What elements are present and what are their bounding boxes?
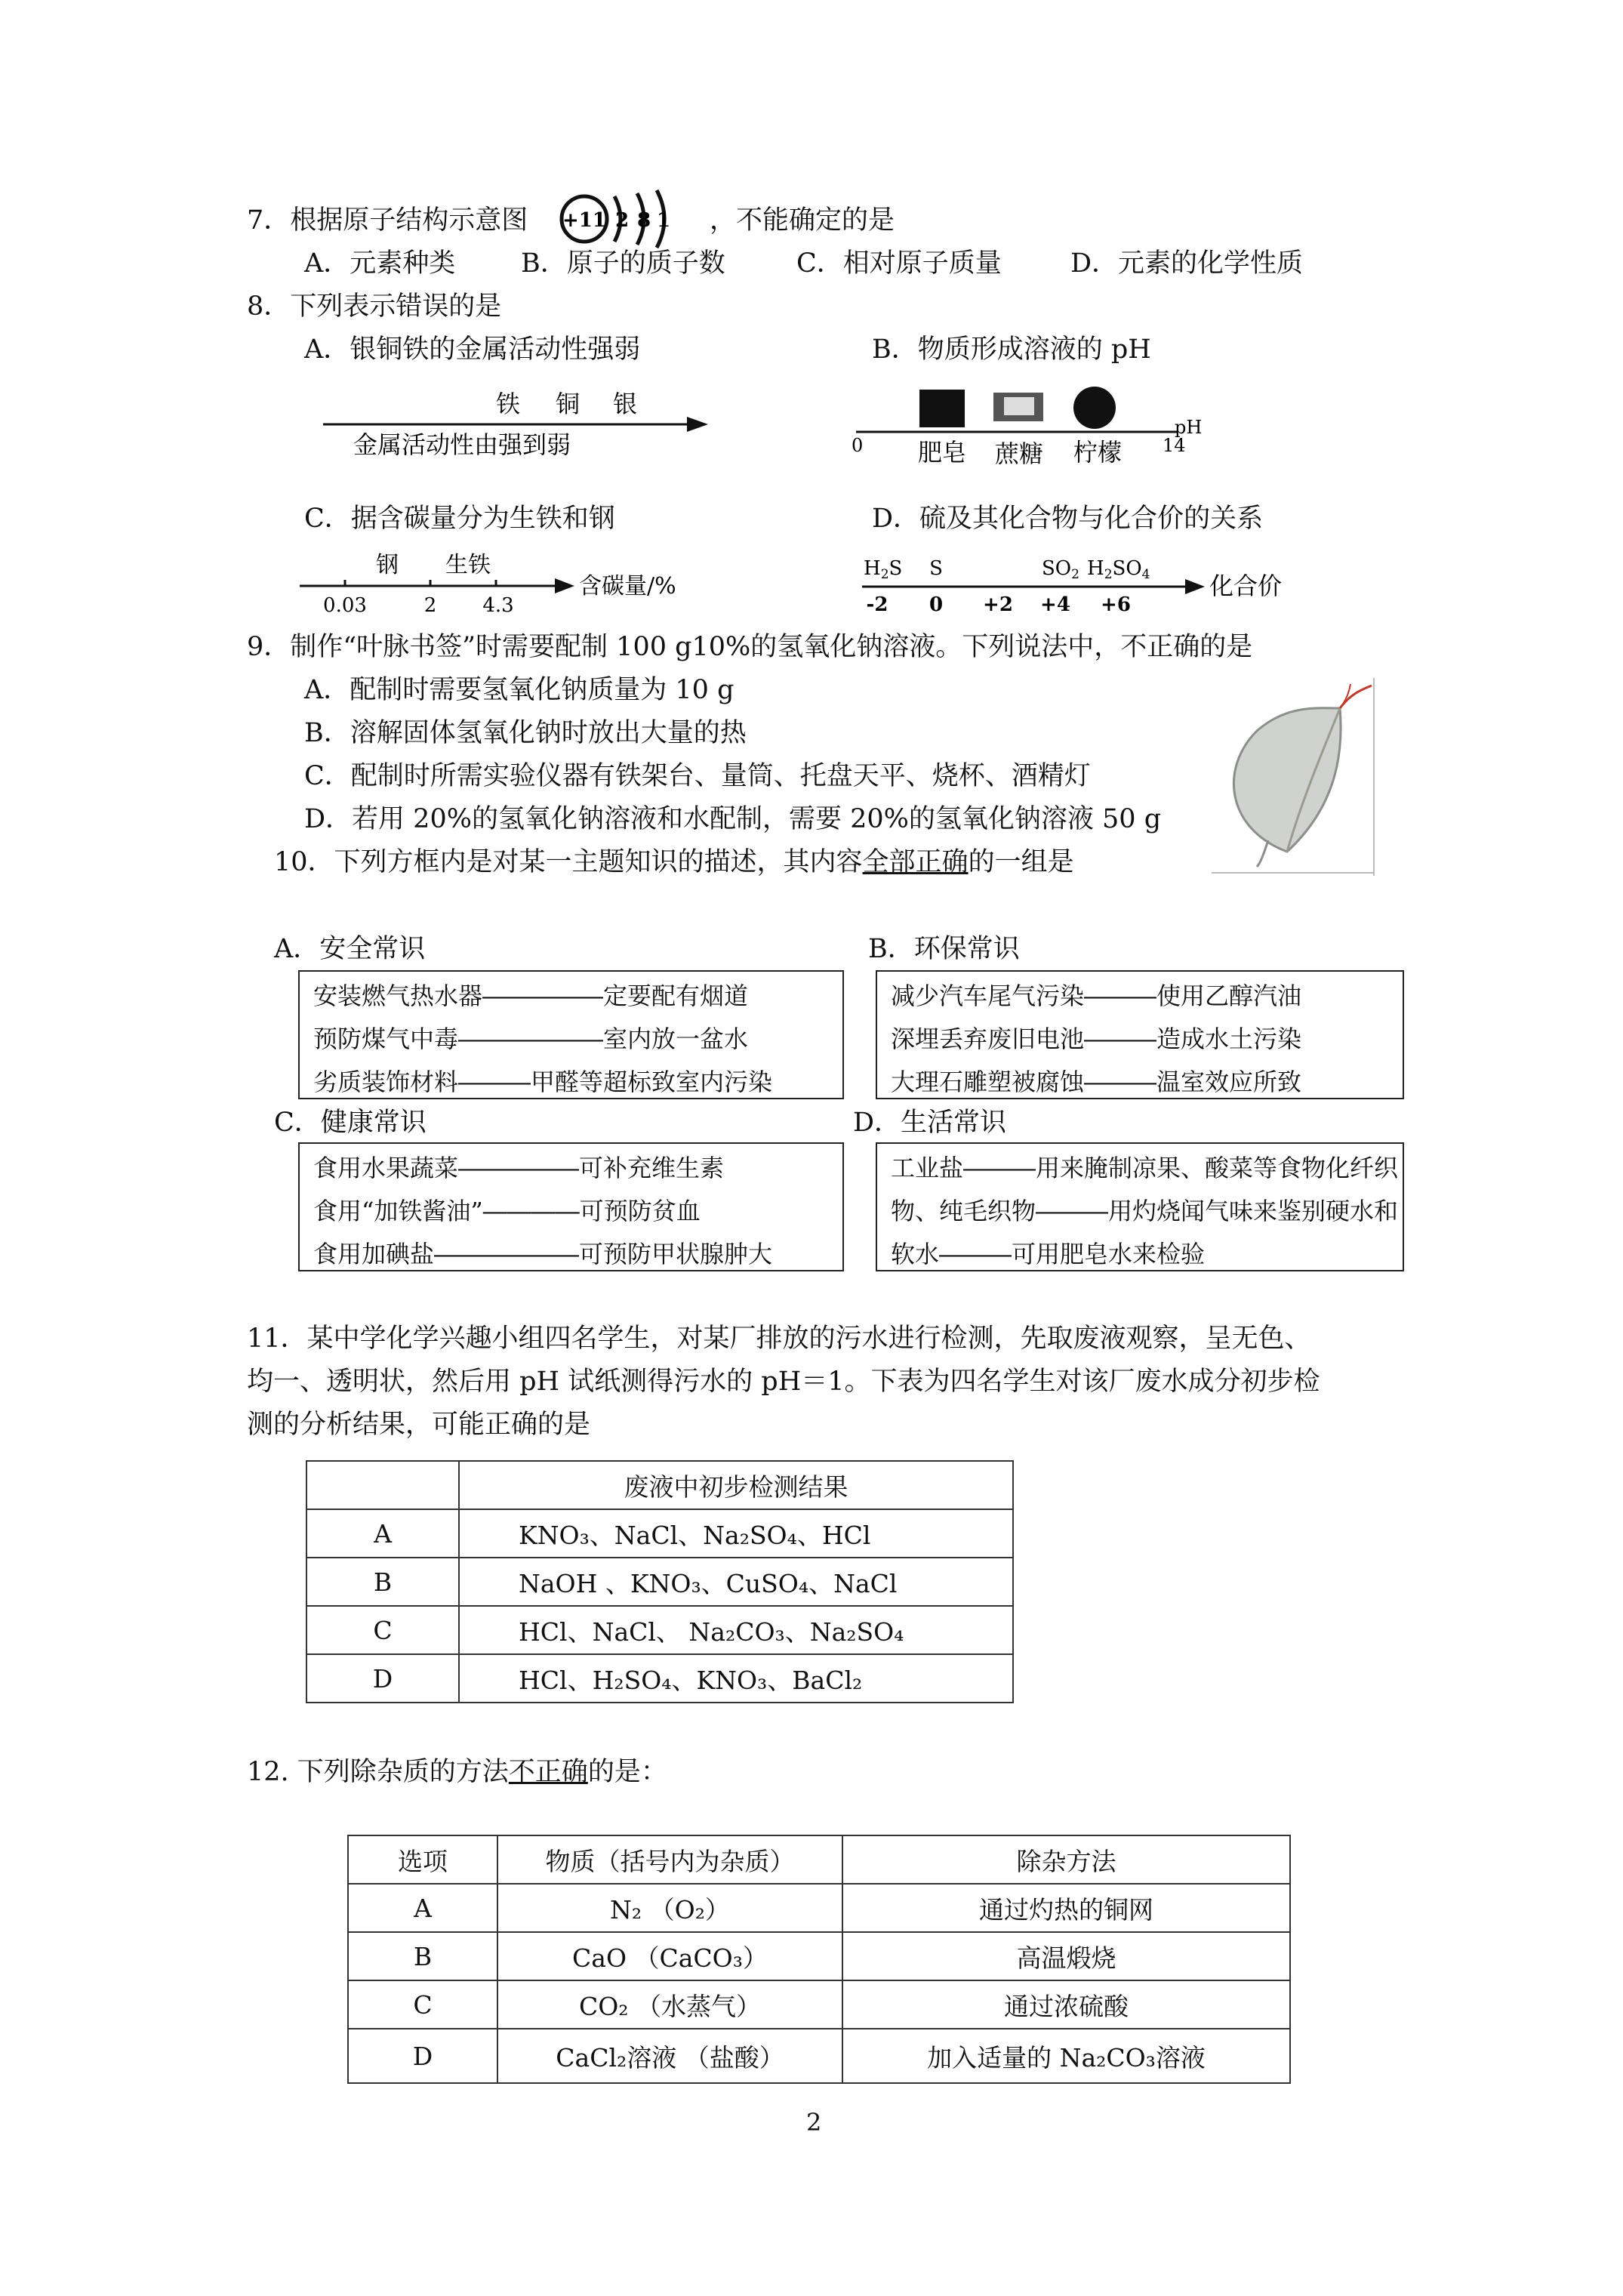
q7-stem: 7．根据原子结构示意图 [247,205,528,236]
q8-option-a-label: A．银铜铁的金属活动性强弱 [304,334,641,365]
carbon-axis-label: 含碳量/% [579,573,676,599]
page-number: 2 [806,2108,822,2137]
species-s: S [929,557,943,580]
ph-fourteen: 14 [1163,435,1186,456]
q7-stem-tail: ，不能确定的是 [710,205,895,236]
q12-method: 加入适量的 Na₂CO₃溶液 [842,2029,1290,2083]
ph-scale-diagram [845,378,1238,476]
steel-label: 钢 [376,552,399,578]
q12-method: 高温煅烧 [842,1932,1290,1980]
q7-option-b: B．原子的质子数 [521,248,725,279]
q11-line-3: 测的分析结果，可能正确的是 [247,1410,591,1440]
table-row [348,1980,1290,2029]
q11-row-value: HCl、NaCl、 Na₂CO₃、Na₂SO₄ [459,1606,1013,1654]
q12-header-substance: 物质（括号内为杂质） [497,1835,842,1884]
q10-b-line-2: 深埋丢弃废旧电池―――造成水土污染 [891,1025,1302,1053]
species-h2s: H2S [864,557,903,582]
table-row [306,1654,1013,1703]
atom-shell-1: 2 [614,209,630,232]
atom-nucleus: +11 [562,209,606,232]
ph-unit: pH [1175,417,1203,438]
table-row [306,1461,1013,1509]
q11-row-value: NaOH 、KNO₃、CuSO₄、NaCl [459,1558,1013,1606]
q11-header-blank [306,1461,459,1509]
valence-plus2: +2 [983,593,1013,616]
q9-stem: 9．制作“叶脉书签”时需要配制 100 g10%的氢氧化钠溶液。下列说法中，不正确的是 [247,632,1253,662]
metal-activity-diagram [317,385,710,468]
q11-row-key: D [306,1654,459,1703]
q10-box-d [876,1142,1404,1271]
q11-table [306,1460,1014,1703]
q12-option: A [348,1884,497,1932]
valence-minus2: -2 [866,593,888,616]
q12-header-option: 选项 [348,1835,497,1884]
carbon-tick-2: 2 [423,594,437,617]
atom-shell-2: 8 [636,209,651,232]
valence-axis-label: 化合价 [1209,572,1283,600]
q11-row-key: B [306,1558,459,1606]
q12-substance: CaCl₂溶液 （盐酸） [497,2029,842,2083]
q7-option-a: A．元素种类 [304,248,456,279]
q12-substance: CO₂ （水蒸气） [497,1980,842,2029]
q8-option-d-label: D．硫及其化合物与化合价的关系 [872,504,1264,534]
species-so2: SO2 [1042,557,1079,582]
q10-group-c-title: C．健康常识 [274,1108,427,1138]
pig-iron-label: 生铁 [445,552,491,578]
valence-0: 0 [929,593,944,616]
q11-line-1: 11．某中学化学兴趣小组四名学生，对某厂排放的污水进行检测，先取废液观察，呈无色、 [247,1324,1311,1354]
q10-stem: 10．下列方框内是对某一主题知识的描述，其内容全部正确的一组是 [274,847,1074,877]
q10-d-line-2: 物、纯毛织物―――用灼烧闻气味来鉴别硬水和 [891,1197,1399,1225]
carbon-tick-1: 0.03 [323,594,367,617]
q10-group-b-title: B．环保常识 [868,934,1020,964]
q9-option-c: C．配制时所需实验仪器有铁架台、量筒、托盘天平、烧杯、酒精灯 [304,761,1091,791]
valence-plus4: +4 [1040,593,1070,616]
q12-option: B [348,1932,497,1980]
table-row [348,1835,1290,1884]
q10-group-d-title: D．生活常识 [853,1108,1007,1138]
q12-option: D [348,2029,497,2083]
q10-a-line-1: 安装燃气热水器―――――定要配有烟道 [313,982,749,1010]
q11-line-2: 均一、透明状，然后用 pH 试纸测得污水的 pH＝1。下表为四名学生对该厂废水成分初步检 [247,1367,1320,1397]
q9-option-d: D．若用 20%的氢氧化钠溶液和水配制，需要 20%的氢氧化钠溶液 50 g [304,804,1162,834]
table-row [306,1558,1013,1606]
q10-c-line-3: 食用加碘盐――――――可预防甲状腺肿大 [313,1240,773,1268]
q10-d-line-3: 软水―――可用肥皂水来检验 [891,1240,1206,1268]
q7-option-d: D．元素的化学性质 [1070,248,1304,279]
species-h2so4: H2SO4 [1087,557,1150,582]
leaf-bookmark-image [1212,678,1378,876]
q11-row-key: C [306,1606,459,1654]
table-row [348,2029,1290,2083]
q11-row-value: KNO₃、NaCl、Na₂SO₄、HCl [459,1509,1013,1558]
q7-option-c: C．相对原子质量 [796,248,1002,279]
q10-c-line-1: 食用水果蔬菜―――――可补充维生素 [313,1154,725,1182]
q12-table [347,1835,1291,2084]
metal-iron: 铁 [495,390,521,418]
q12-header-method: 除杂方法 [842,1835,1290,1884]
q10-d-line-1: 工业盐―――用来腌制凉果、酸菜等食物化纤织 [891,1154,1399,1182]
metal-copper: 铜 [555,390,581,418]
q10-c-line-2: 食用“加铁酱油”――――可预防贫血 [313,1197,701,1225]
carbon-content-diagram [298,550,691,618]
q11-row-key: A [306,1509,459,1558]
atom-structure-diagram [556,189,707,249]
q10-box-a [298,970,844,1099]
metal-silver: 银 [612,390,638,418]
q12-substance: CaO （CaCO₃） [497,1932,842,1980]
q12-option: C [348,1980,497,2029]
ph-soap: 肥皂 [917,438,967,467]
table-row [348,1884,1290,1932]
ph-zero: 0 [852,435,864,456]
table-row [348,1932,1290,1980]
q12-substance: N₂ （O₂） [497,1884,842,1932]
q11-row-value: HCl、H₂SO₄、KNO₃、BaCl₂ [459,1654,1013,1703]
q10-box-b [876,970,1404,1099]
q12-method: 通过浓硫酸 [842,1980,1290,2029]
q10-b-line-3: 大理石雕塑被腐蚀―――温室效应所致 [891,1068,1302,1096]
q11-header: 废液中初步检测结果 [459,1461,1013,1509]
q10-a-line-3: 劣质装饰材料―――甲醛等超标致室内污染 [313,1068,773,1096]
sulfur-valence-diagram [861,555,1283,623]
q9-option-b: B．溶解固体氢氧化钠时放出大量的热 [304,718,747,748]
ph-sugar: 蔗糖 [994,439,1044,468]
ph-lemon: 柠檬 [1073,438,1123,467]
q12-stem: 12. 下列除杂质的方法不正确的是： [247,1757,667,1787]
q12-method: 通过灼热的铜网 [842,1884,1290,1932]
q10-a-line-2: 预防煤气中毒――――――室内放一盆水 [313,1025,749,1053]
q8-stem: 8．下列表示错误的是 [247,291,502,322]
metal-activity-caption: 金属活动性由强到弱 [353,430,571,459]
atom-shell-3: 1 [656,209,671,232]
table-row [306,1606,1013,1654]
q10-box-c [298,1142,844,1271]
q8-option-c-label: C．据含碳量分为生铁和钢 [304,504,615,534]
q10-b-line-1: 减少汽车尾气污染―――使用乙醇汽油 [891,982,1302,1010]
valence-plus6: +6 [1101,593,1131,616]
carbon-tick-3: 4.3 [482,594,514,617]
q9-option-a: A．配制时需要氢氧化钠质量为 10 g [304,675,735,705]
table-row [306,1509,1013,1558]
q10-group-a-title: A．安全常识 [274,934,426,964]
q8-option-b-label: B．物质形成溶液的 pH [872,334,1151,365]
